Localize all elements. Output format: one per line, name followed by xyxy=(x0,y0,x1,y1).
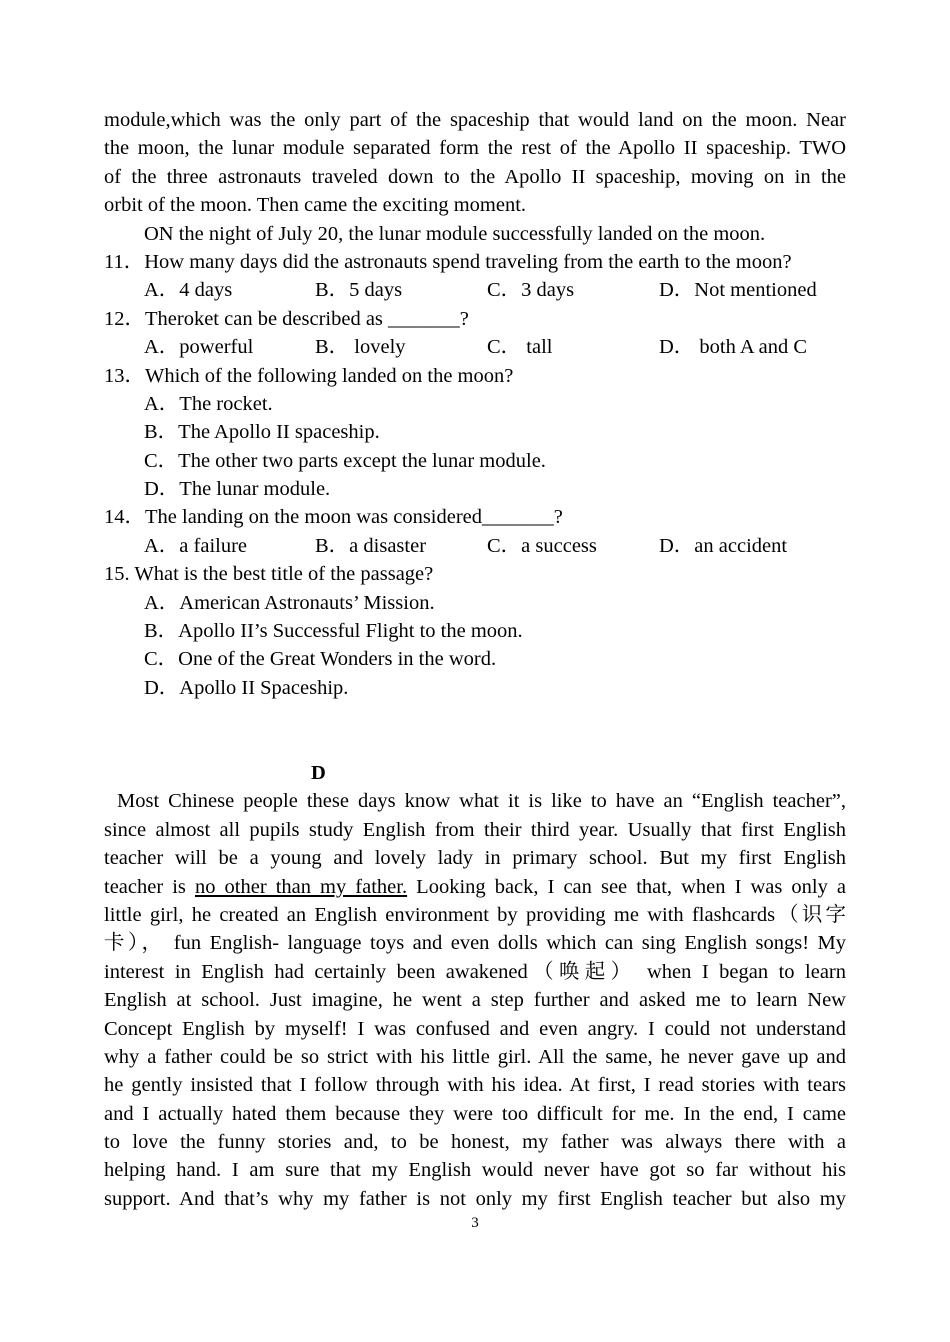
question-15-stem: 15. What is the best title of the passage? xyxy=(104,563,434,586)
passage-line: why a father could be so strict with his little girl. All the same, he never gave up and xyxy=(104,1045,846,1068)
passage-line: of the three astronauts traveled down to the Apollo II spaceship, moving on in the xyxy=(104,165,846,188)
passage-line: 卡）， fun English- language toys and even dolls which can sing English songs! My xyxy=(104,932,846,955)
passage-line: support. And that’s why my father is not only my first English teacher but also my xyxy=(104,1187,846,1210)
passage-line: module,which was the only part of the spaceship that would land on the moon. Near xyxy=(104,109,846,131)
option-a: A．American Astronauts’ Mission. xyxy=(144,591,435,614)
passage-line: orbit of the moon. Then came the exciting moment. xyxy=(104,194,527,217)
passage-text: Looking back, I can see that, when I was only a xyxy=(407,875,847,898)
section-heading: D xyxy=(311,762,326,784)
spacer xyxy=(104,702,846,759)
option-d: D． both A and C xyxy=(659,336,808,359)
question-12-options xyxy=(104,333,846,361)
option-d: D．Apollo II Spaceship. xyxy=(144,676,349,699)
option-d: D．Not mentioned xyxy=(659,279,817,302)
passage-line: he gently insisted that I follow through with his idea. At first, I read stories with tears xyxy=(104,1074,846,1097)
passage-text: teacher is xyxy=(104,875,195,898)
passage-line: English at school. Just imagine, he went a step further and asked me to learn New xyxy=(104,989,846,1012)
option-b: B．5 days xyxy=(315,279,403,302)
passage-line: interest in English had certainly been awakened（唤起） when I began to learn xyxy=(104,960,846,983)
passage-line: teacher will be a young and lovely lady in primary school. But my first English xyxy=(104,847,846,870)
question-14-stem: 14．The landing on the moon was considered_______? xyxy=(104,506,563,529)
page-number: 3 xyxy=(471,1215,479,1231)
question-13-stem: 13．Which of the following landed on the moon? xyxy=(104,364,514,387)
passage-line: and I actually hated them because they were too difficult for me. In the end, I came xyxy=(104,1102,846,1125)
passage-line: since almost all pupils study English from their third year. Usually that first English xyxy=(104,818,846,841)
option-b: B．Apollo II’s Successful Flight to the moon. xyxy=(144,620,523,643)
document-page xyxy=(104,106,846,1213)
option-d: D．an accident xyxy=(659,534,788,557)
option-c: C． tall xyxy=(487,336,553,359)
question-11-stem: 11．How many days did the astronauts spend traveling from the earth to the moon? xyxy=(104,250,792,273)
option-d: D．The lunar module. xyxy=(144,478,331,501)
passage-line: to love the funny stories and, to be honest, my father was always there with a xyxy=(104,1131,846,1154)
passage-line: ON the night of July 20, the lunar module successfully landed on the moon. xyxy=(144,222,766,245)
option-a: A．The rocket. xyxy=(144,392,273,415)
question-14-options xyxy=(104,532,846,560)
option-c: C．3 days xyxy=(487,279,575,302)
option-c: C．a success xyxy=(487,534,597,557)
option-a: A．4 days xyxy=(144,279,233,302)
option-b: B．The Apollo II spaceship. xyxy=(144,421,380,444)
option-c: C．One of the Great Wonders in the word. xyxy=(144,648,497,671)
option-c: C．The other two parts except the lunar module. xyxy=(144,449,546,472)
option-b: B．a disaster xyxy=(315,534,427,557)
underlined-phrase: no other than my father. xyxy=(194,875,408,898)
passage-line: helping hand. I am sure that my English would never have got so far without his xyxy=(104,1159,846,1182)
passage-line: Concept English by myself! I was confused and even angry. I could not understand xyxy=(104,1017,846,1040)
passage-line: little girl, he created an English environment by providing me with flashcards（识字 xyxy=(104,903,846,926)
option-b: B． lovely xyxy=(315,336,406,359)
passage-line: the moon, the lunar module separated form the rest of the Apollo II spaceship. TWO xyxy=(104,137,846,160)
passage-line xyxy=(104,873,846,901)
option-a: A．a failure xyxy=(144,534,248,557)
question-12-stem: 12．Theroket can be described as _______? xyxy=(104,307,469,330)
option-a: A．powerful xyxy=(144,336,254,359)
question-11-options xyxy=(104,276,846,304)
passage-line: Most Chinese people these days know what it is like to have an “English teacher”, xyxy=(117,790,846,813)
